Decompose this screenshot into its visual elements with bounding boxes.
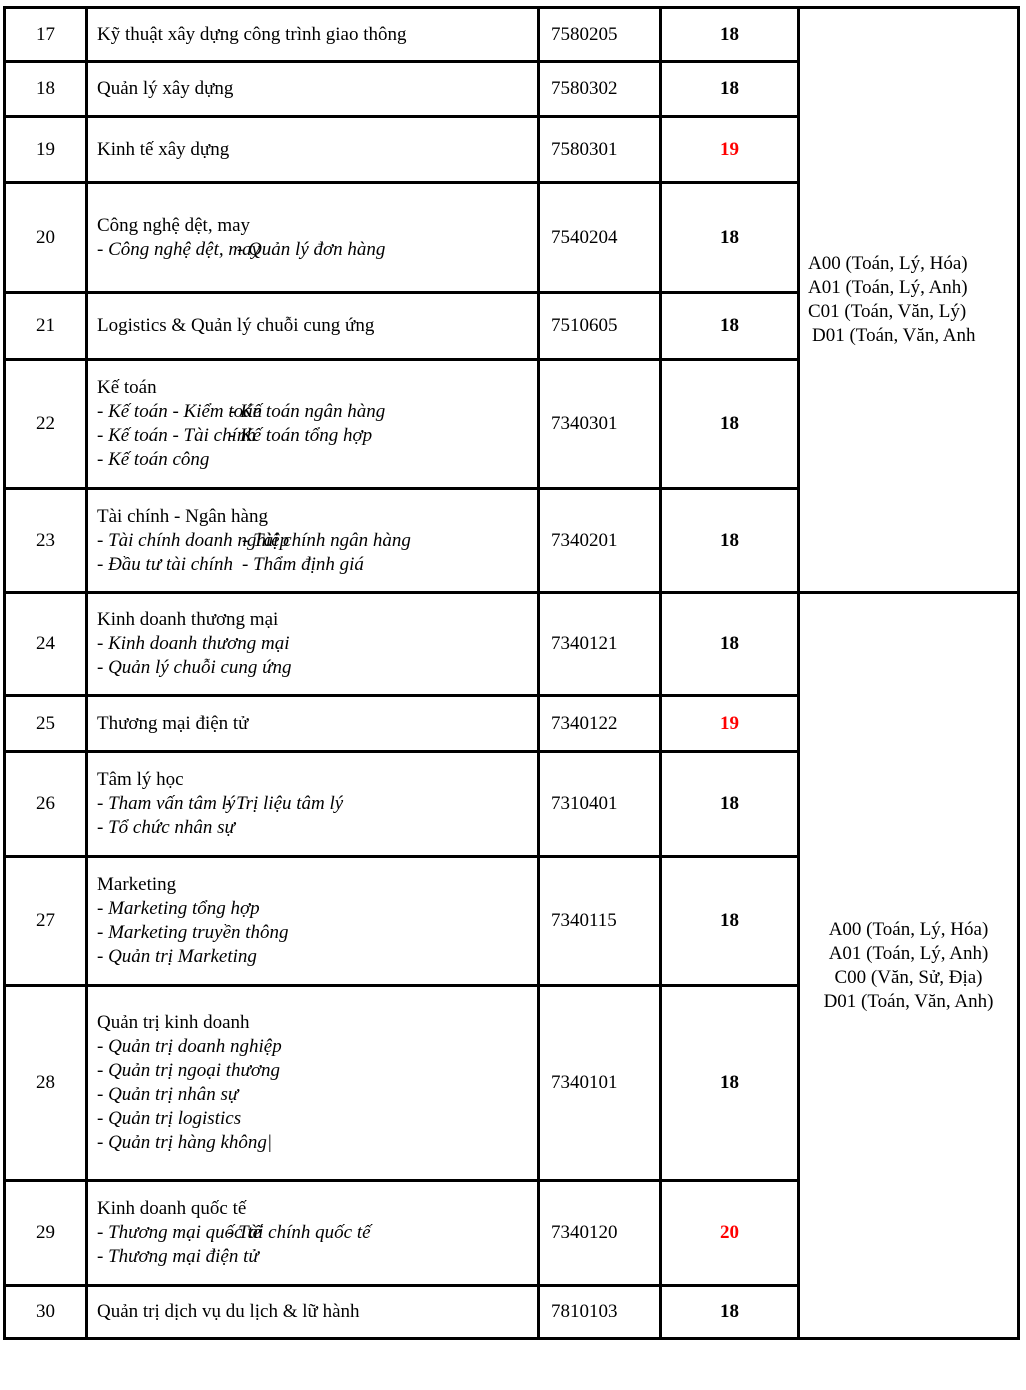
row-number: 25 (5, 696, 87, 752)
major-code: 7340122 (539, 696, 661, 752)
subject-combination: A01 (Toán, Lý, Anh) (808, 277, 968, 298)
admission-score: 18 (661, 8, 799, 62)
subject-combination: A01 (Toán, Lý, Anh) (828, 942, 989, 964)
subject-combination: A00 (Toán, Lý, Hóa) (828, 918, 989, 940)
subject-combinations (799, 8, 1019, 593)
specialization: - Kế toán ngân hàng (229, 401, 386, 422)
major-name: Công nghệ dệt, may (97, 214, 251, 236)
admission-score: 18 (661, 360, 799, 489)
specialization: - Thương mại điện tử (97, 1246, 259, 1267)
specialization: - Quản trị logistics (97, 1108, 242, 1129)
major-code: 7580302 (539, 62, 661, 117)
subject-combination: C00 (Văn, Sử, Địa) (834, 966, 983, 988)
row-number: 30 (5, 1286, 87, 1339)
specialization: - Tổ chức nhân sự (97, 817, 235, 838)
admission-score: 18 (661, 62, 799, 117)
major-name: Kinh doanh thương mại (97, 609, 279, 630)
major-name: Tài chính - Ngân hàng (97, 505, 268, 527)
specialization-line (97, 529, 533, 553)
specialization: - Kế toán tổng hợp (229, 425, 373, 446)
specialization-line (97, 632, 533, 656)
specialization-line (97, 945, 533, 969)
major-name-cell (87, 1181, 539, 1286)
subject-combinations (799, 593, 1019, 1339)
admission-score: 20 (661, 1181, 799, 1286)
specialization-line (97, 1083, 533, 1107)
row-number: 26 (5, 752, 87, 857)
admission-score: 18 (661, 857, 799, 986)
specialization-line (97, 1221, 533, 1245)
major-code: 7810103 (539, 1286, 661, 1339)
major-name: Quản lý xây dựng (97, 78, 234, 99)
row-number: 18 (5, 62, 87, 117)
major-name-cell (87, 1286, 539, 1339)
major-name-cell (87, 293, 539, 360)
major-name: Thương mại điện tử (97, 712, 249, 734)
admission-score: 19 (661, 117, 799, 183)
admission-score: 18 (661, 183, 799, 293)
major-code: 7310401 (539, 752, 661, 857)
admission-score: 18 (661, 593, 799, 696)
specialization: - Marketing tổng hợp (97, 898, 260, 919)
subject-combination: D01 (Toán, Văn, Anh) (823, 990, 994, 1012)
major-code: 7580301 (539, 117, 661, 183)
row-number: 24 (5, 593, 87, 696)
admission-score: 18 (661, 986, 799, 1181)
specialization-line (97, 424, 533, 448)
specialization-line (97, 1059, 533, 1083)
admission-score: 18 (661, 293, 799, 360)
specialization-line (97, 1035, 533, 1059)
table-row (5, 8, 1019, 62)
specialization: - Công nghệ dệt, may (97, 238, 261, 260)
specialization: - Quản trị doanh nghiệp (97, 1036, 282, 1057)
specialization: - Tham vấn tâm lý (97, 793, 236, 814)
specialization: - Kế toán - Kiểm toán (97, 401, 263, 422)
specialization-line (97, 1245, 533, 1269)
specialization: - Thương mại quốc tế (97, 1222, 262, 1243)
major-name: Marketing (97, 874, 177, 895)
admission-score: 19 (661, 696, 799, 752)
subject-combination: A00 (Toán, Lý, Hóa) (808, 253, 968, 274)
major-code: 7340101 (539, 986, 661, 1181)
table-row (5, 593, 1019, 696)
row-number: 21 (5, 293, 87, 360)
specialization-line (97, 448, 533, 472)
major-name: Logistics & Quản lý chuỗi cung ứng (97, 315, 375, 336)
major-code: 7340120 (539, 1181, 661, 1286)
major-name: Kế toán (97, 377, 157, 398)
specialization: - Quản lý đơn hàng (237, 238, 386, 260)
major-name: Kỹ thuật xây dựng công trình giao thông (97, 23, 407, 45)
specialization: - Quản trị nhân sự (97, 1084, 239, 1105)
major-code: 7340301 (539, 360, 661, 489)
major-name-cell (87, 696, 539, 752)
specialization-line (97, 792, 533, 816)
row-number: 27 (5, 857, 87, 986)
major-code: 7540204 (539, 183, 661, 293)
specialization: - Kế toán công (97, 449, 210, 470)
major-name: Kinh doanh quốc tế (97, 1198, 247, 1219)
admission-score: 18 (661, 752, 799, 857)
row-number: 19 (5, 117, 87, 183)
major-name-cell (87, 857, 539, 986)
major-name-cell (87, 489, 539, 593)
subject-combination: D01 (Toán, Văn, Anh (812, 325, 976, 346)
specialization: - Kinh doanh thương mại (97, 633, 290, 654)
specialization-line (97, 1131, 533, 1155)
major-name-cell (87, 8, 539, 62)
admission-score: 18 (661, 1286, 799, 1339)
admission-score: 18 (661, 489, 799, 593)
specialization-line (97, 553, 533, 577)
specialization: - Quản trị ngoại thương (97, 1060, 281, 1081)
specialization: - Đầu tư tài chính (97, 553, 233, 575)
specialization-line (97, 816, 533, 840)
specialization: - Kế toán - Tài chính (97, 425, 256, 446)
major-name: Tâm lý học (97, 769, 184, 790)
specialization-line (97, 238, 533, 262)
major-name-cell (87, 117, 539, 183)
major-name-cell (87, 62, 539, 117)
row-number: 28 (5, 986, 87, 1181)
major-name-cell (87, 986, 539, 1181)
major-name: Kinh tế xây dựng (97, 138, 230, 160)
specialization: - Tài chính quốc tế (227, 1222, 371, 1243)
specialization: - Quản trị Marketing (97, 946, 257, 967)
major-name: Quản trị dịch vụ du lịch & lữ hành (97, 1301, 360, 1322)
specialization: - Quản lý chuỗi cung ứng (97, 657, 292, 678)
specialization: - Thẩm định giá (242, 553, 364, 575)
specialization: - Tài chính doanh nghiệp (97, 529, 290, 551)
row-number: 17 (5, 8, 87, 62)
major-code: 7340201 (539, 489, 661, 593)
specialization: - Tài chính ngân hàng (242, 529, 411, 551)
major-name-cell (87, 360, 539, 489)
specialization-line (97, 921, 533, 945)
major-code: 7340115 (539, 857, 661, 986)
row-number: 29 (5, 1181, 87, 1286)
specialization: - Marketing truyền thông (97, 922, 289, 943)
specialization-line (97, 897, 533, 921)
major-name: Quản trị kinh doanh (97, 1012, 250, 1033)
specialization-line (97, 400, 533, 424)
major-name-cell (87, 183, 539, 293)
major-name-cell (87, 593, 539, 696)
admission-scores-table (3, 6, 1020, 1340)
major-name-cell (87, 752, 539, 857)
row-number: 20 (5, 183, 87, 293)
specialization-line (97, 1107, 533, 1131)
row-number: 23 (5, 489, 87, 593)
major-code: 7510605 (539, 293, 661, 360)
specialization: - Quản trị hàng không| (97, 1132, 273, 1153)
row-number: 22 (5, 360, 87, 489)
specialization-line (97, 656, 533, 680)
specialization: - Trị liệu tâm lý (225, 793, 344, 814)
major-code: 7580205 (539, 8, 661, 62)
subject-combination: C01 (Toán, Văn, Lý) (808, 301, 967, 322)
major-code: 7340121 (539, 593, 661, 696)
